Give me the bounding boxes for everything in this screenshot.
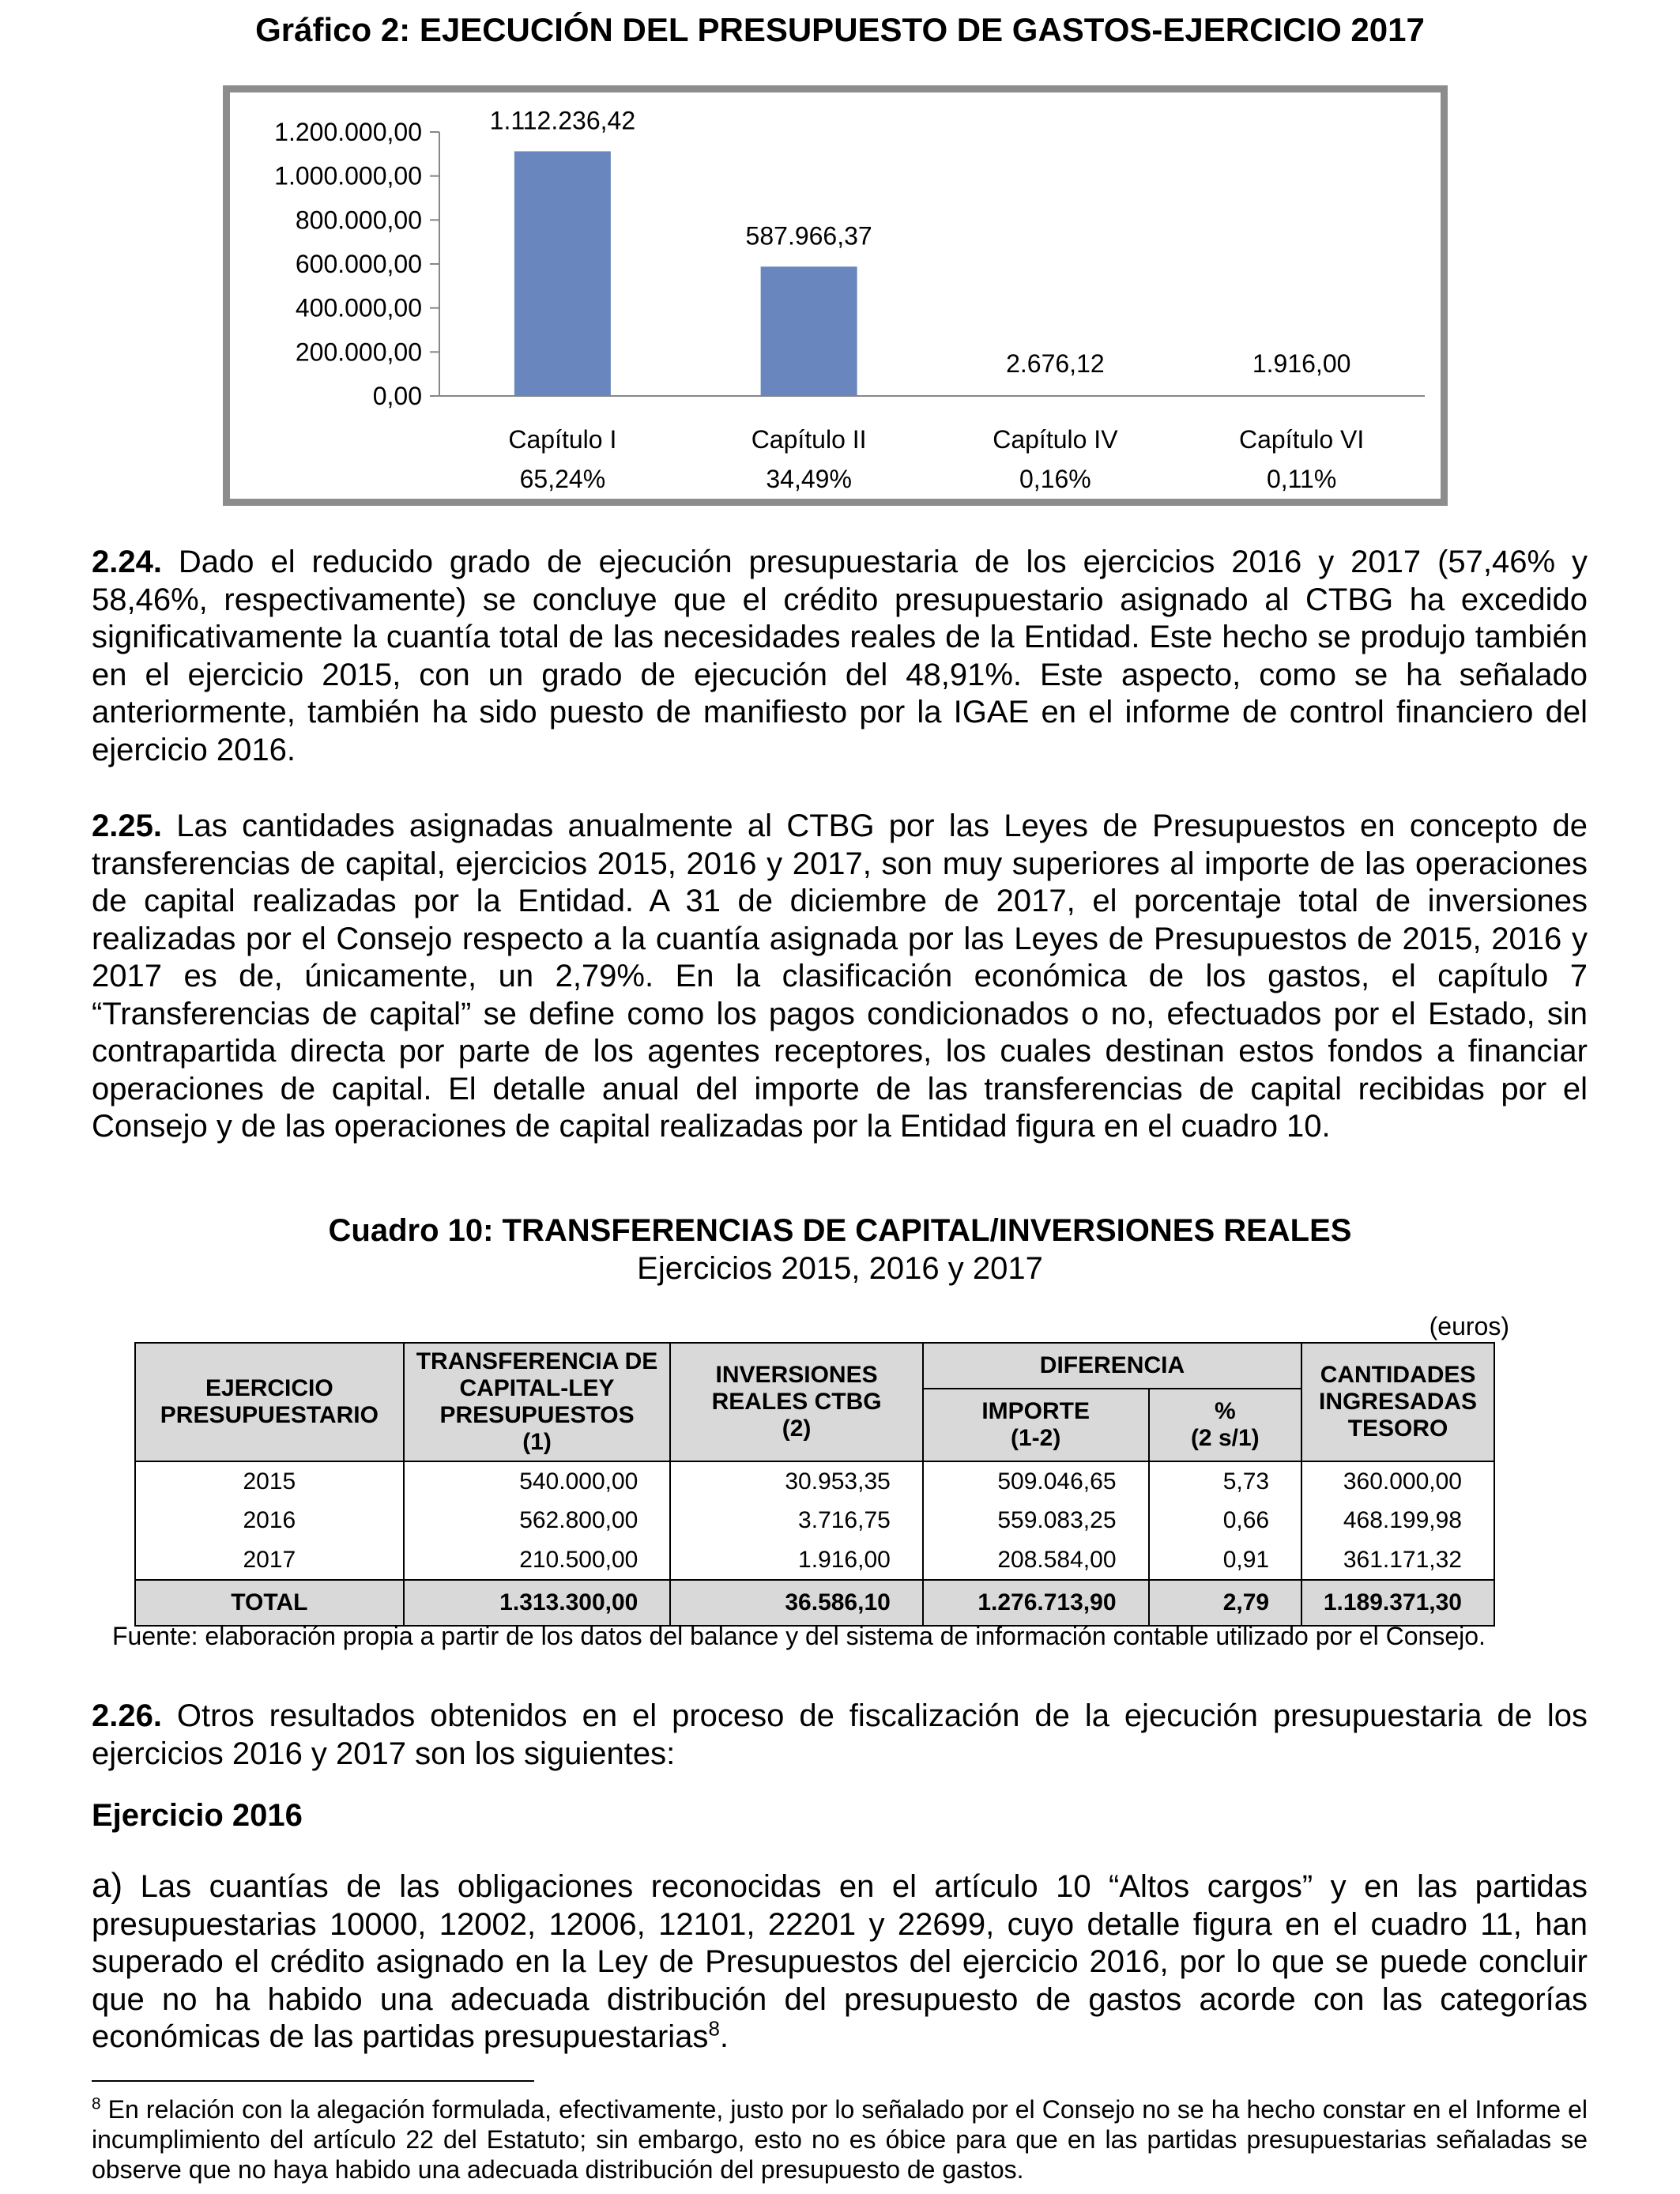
cell-total-label: TOTAL — [135, 1580, 404, 1626]
x-tick-label: Capítulo II — [751, 425, 867, 454]
header-ejercicio: EJERCICIO PRESUPUESTARIO — [135, 1343, 404, 1461]
table-row — [135, 1461, 1494, 1501]
y-tick-label: 1.200.000,00 — [274, 118, 422, 146]
chart-title — [0, 8, 1680, 52]
x-tick-label: Capítulo VI — [1238, 425, 1365, 454]
bar — [761, 266, 857, 396]
x-tick-percentage: 0,11% — [1266, 465, 1337, 493]
header-transferencia-label: TRANSFERENCIA DE CAPITAL-LEY PRESUPUESTOS — [416, 1348, 658, 1428]
cell-inversiones: 3.716,75 — [670, 1501, 922, 1540]
cell-cantidades: 468.199,98 — [1301, 1501, 1494, 1540]
table-row — [135, 1540, 1494, 1580]
paragraph-text: Otros resultados obtenidos en el proceso de fiscalización de la ejecución presupuestaria de los ejercicios 2016 y 2017 son los siguientes: — [92, 1698, 1588, 1771]
header-importe-label: IMPORTE — [981, 1398, 1090, 1424]
data-label: 1.916,00 — [1252, 349, 1351, 378]
cell-inversiones: 30.953,35 — [670, 1461, 922, 1501]
footnote-reference[interactable]: 8 — [708, 2016, 720, 2041]
table-source: Fuente: elaboración propia a partir de los datos del balance y del sistema de información contable utilizado por el Consejo. — [112, 1622, 1486, 1650]
header-cantidades: CANTIDADES INGRESADAS TESORO — [1301, 1343, 1494, 1461]
cell-total-importe: 1.276.713,90 — [923, 1580, 1149, 1626]
paragraph-number: 2.26. — [92, 1698, 162, 1733]
y-tick-label: 200.000,00 — [295, 337, 422, 367]
table-title: Cuadro 10: TRANSFERENCIAS DE CAPITAL/INVERSIONES REALES — [328, 1213, 1352, 1248]
cell-cantidades: 360.000,00 — [1301, 1461, 1494, 1501]
cell-total-cantidades: 1.189.371,30 — [1301, 1580, 1494, 1626]
data-label: 2.676,12 — [1006, 349, 1105, 378]
transfers-table — [134, 1342, 1495, 1627]
x-tick-label: Capítulo IV — [993, 425, 1118, 454]
paragraph-marker: a) — [92, 1866, 123, 1905]
cell-importe: 509.046,65 — [923, 1461, 1149, 1501]
footnote — [92, 2094, 1588, 2185]
cell-total-transferencia: 1.313.300,00 — [404, 1580, 671, 1626]
bar — [1007, 395, 1103, 396]
cell-pct: 5,73 — [1149, 1461, 1302, 1501]
cell-cantidades: 361.171,32 — [1301, 1540, 1494, 1580]
paragraph-text: Las cuantías de las obligaciones reconocidas en el artículo 10 “Altos cargos” y en las partidas presupuestarias 10000, 12002, 12006, 12101, 22201 y 22699, cuyo detalle figura en el cuadro 11, han superado el crédito asignado en la Ley de Presupuestos del ejercicio 2016, por lo que se puede concluir que no ha habido una adecuada distribución del presupuesto de gastos acorde con las categorías económicas de las partidas presupuestarias — [92, 1869, 1588, 2054]
table-subtitle: Ejercicios 2015, 2016 y 2017 — [637, 1251, 1043, 1286]
paragraph-2-26 — [92, 1698, 1588, 1773]
table-row — [135, 1501, 1494, 1540]
cell-transferencia: 210.500,00 — [404, 1540, 671, 1580]
paragraph-a — [92, 1867, 1588, 2056]
y-tick-label: 0,00 — [372, 382, 422, 410]
x-tick-percentage: 0,16% — [1019, 465, 1091, 493]
cell-importe: 559.083,25 — [923, 1501, 1149, 1540]
header-pct-label: % — [1214, 1398, 1236, 1424]
cell-pct: 0,91 — [1149, 1540, 1302, 1580]
footnote-divider — [92, 2080, 534, 2082]
cell-total-pct: 2,79 — [1149, 1580, 1302, 1626]
x-tick-percentage: 34,49% — [766, 465, 852, 493]
chart-title-text: EJECUCIÓN DEL PRESUPUESTO DE GASTOS-EJERCICIO 2017 — [419, 11, 1425, 48]
cell-importe: 208.584,00 — [923, 1540, 1149, 1580]
cell-transferencia: 562.800,00 — [404, 1501, 671, 1540]
header-inversiones-label: INVERSIONES REALES CTBG — [711, 1362, 882, 1415]
bar-chart-svg — [230, 92, 1441, 499]
data-label: 587.966,37 — [745, 221, 872, 251]
x-tick-percentage: 65,24% — [519, 465, 606, 493]
y-tick-label: 800.000,00 — [295, 205, 422, 235]
bar — [1253, 395, 1350, 396]
paragraph-text: Las cantidades asignadas anualmente al CTBG por las Leyes de Presupuestos en concepto de transferencias de capital, ejercicios 2015, 2016 y 2017, son muy superiores al importe de las operaciones de capital realizadas por la Entidad. A 31 de diciembre de 2017, el porcentaje total de inversiones realizadas por el Consejo respecto a la cuantía asignada por las Leyes de Presupuestos de 2015, 2016 y 2017 es de, únicamente, un 2,79%. En la clasificación económica de los gastos, el capítulo 7 “Transferencias de capital” se define como los pagos condicionados o no, efectuados por el Estado, sin contrapartida directa por parte de los agentes receptores, los cuales destinan estos fondos a financiar operaciones de capital. El detalle anual del importe de las transferencias de capital recibidas por el Consejo y de las operaciones de capital realizadas por la Entidad figura en el cuadro 10. — [92, 809, 1588, 1144]
cell-year: 2017 — [135, 1540, 404, 1580]
bar-chart — [223, 85, 1448, 506]
table-unit: (euros) — [1429, 1312, 1509, 1340]
y-tick-label: 1.000.000,00 — [274, 161, 422, 190]
bar — [514, 151, 611, 396]
footnote-mark: 8 — [92, 2094, 101, 2113]
data-label: 1.112.236,42 — [489, 106, 636, 135]
header-inversiones-sub: (2) — [782, 1416, 812, 1442]
header-inversiones — [670, 1343, 922, 1461]
paragraph-2-24 — [92, 544, 1588, 769]
paragraph-2-25 — [92, 808, 1588, 1146]
x-tick-label: Capítulo I — [508, 425, 617, 454]
header-transferencia-sub: (1) — [522, 1429, 552, 1455]
cell-year: 2016 — [135, 1501, 404, 1540]
header-pct — [1149, 1389, 1302, 1461]
cell-total-inversiones: 36.586,10 — [670, 1580, 922, 1626]
header-pct-sub: (2 s/1) — [1190, 1425, 1260, 1451]
header-importe-sub: (1-2) — [1011, 1425, 1061, 1451]
footnote-text: En relación con la alegación formulada, efectivamente, justo por lo señalado por el Consejo no se ha hecho constar en el Informe el incumplimiento del artículo 22 del Estatuto; sin embargo, esto no es óbice para que en las partidas presupuestarias señaladas se observe que no haya habido una adecuada distribución del presupuesto de gastos. — [92, 2095, 1588, 2184]
cell-pct: 0,66 — [1149, 1501, 1302, 1540]
chart-title-label: Gráfico 2: — [255, 11, 411, 48]
paragraph-text: Dado el reducido grado de ejecución presupuestaria de los ejercicios 2016 y 2017 (57,46% y 58,46%, respectivamente) se concluye que el crédito presupuestario asignado al CTBG ha excedido significativamente la cuantía total de las necesidades reales de la Entidad. Este hecho se produjo también en el ejercicio 2015, con un grado de ejecución del 48,91%. Este aspecto, como se ha señalado anteriormente, también ha sido puesto de manifiesto por la IGAE en el informe de control financiero del ejercicio 2016. — [92, 545, 1588, 767]
paragraph-number: 2.25. — [92, 809, 162, 843]
header-transferencia — [404, 1343, 671, 1461]
table-total-row — [135, 1580, 1494, 1626]
header-importe — [923, 1389, 1149, 1461]
cell-year: 2015 — [135, 1461, 404, 1501]
y-tick-label: 600.000,00 — [295, 250, 422, 278]
cell-transferencia: 540.000,00 — [404, 1461, 671, 1501]
paragraph-number: 2.24. — [92, 545, 162, 579]
y-tick-label: 400.000,00 — [295, 293, 422, 322]
paragraph-end: . — [719, 2019, 729, 2054]
header-diferencia: DIFERENCIA — [923, 1343, 1301, 1389]
cell-inversiones: 1.916,00 — [670, 1540, 922, 1580]
section-heading: Ejercicio 2016 — [92, 1798, 303, 1833]
